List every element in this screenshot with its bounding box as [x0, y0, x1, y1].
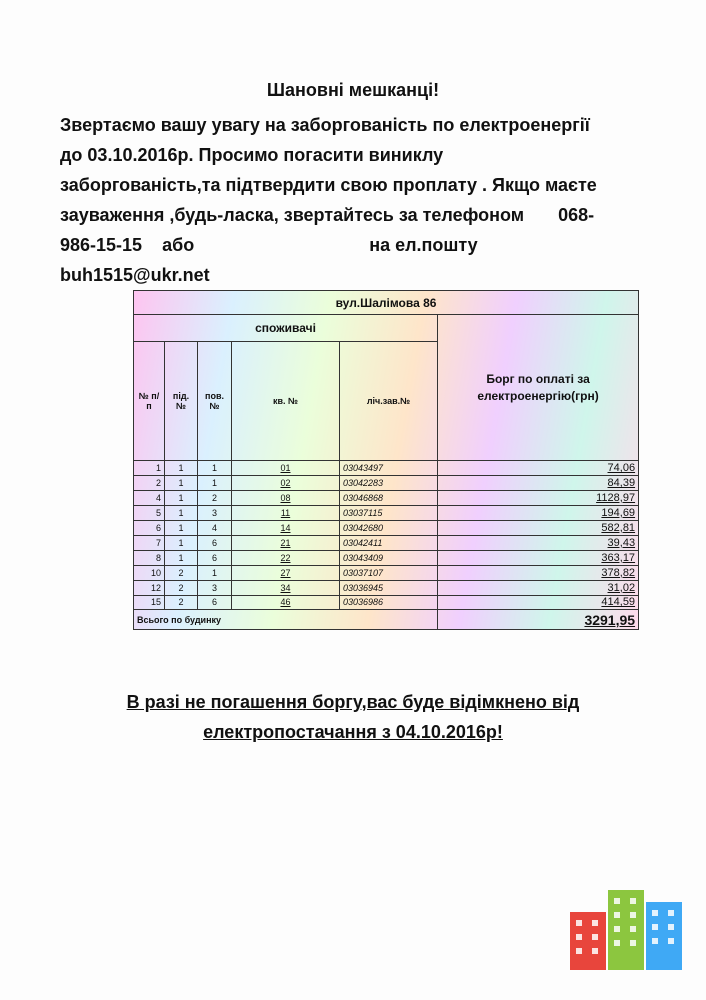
cell-entrance: 2 [165, 565, 198, 580]
cell-apartment: 01 [232, 461, 340, 476]
cell-apartment: 11 [232, 505, 340, 520]
cell-floor: 4 [198, 520, 232, 535]
notice-line-2: до 03.10.2016р. Просимо погасити виниклу [60, 145, 444, 165]
notice-email[interactable]: buh1515@ukr.net [60, 265, 210, 285]
cell-debt: 39,43 [438, 535, 639, 550]
cell-debt: 31,02 [438, 580, 639, 595]
notice-phone: 986-15-15 [60, 235, 143, 255]
cell-entrance: 1 [165, 476, 198, 491]
cell-debt: 1128,97 [438, 490, 639, 505]
cell-apartment: 34 [232, 580, 340, 595]
notice-line-4b: 068- [558, 205, 595, 225]
cell-num: 4 [134, 490, 165, 505]
cell-meter: 03036945 [340, 580, 438, 595]
cell-floor: 1 [198, 476, 232, 491]
cell-entrance: 1 [165, 550, 198, 565]
cell-meter: 03043409 [340, 550, 438, 565]
cell-floor: 6 [198, 550, 232, 565]
cell-meter: 03042283 [340, 476, 438, 491]
cell-num: 5 [134, 505, 165, 520]
header-apartment: кв. № [232, 341, 340, 461]
table-row [134, 580, 639, 595]
cell-meter: 03043497 [340, 461, 438, 476]
cell-entrance: 1 [165, 461, 198, 476]
cell-floor: 6 [198, 595, 232, 610]
cell-floor: 3 [198, 580, 232, 595]
cell-num: 1 [134, 461, 165, 476]
cell-debt: 378,82 [438, 565, 639, 580]
cell-entrance: 1 [165, 505, 198, 520]
header-num: № п/п [134, 341, 165, 461]
cell-num: 8 [134, 550, 165, 565]
cell-debt: 84,39 [438, 476, 639, 491]
header-entrance: під. № [165, 341, 198, 461]
debt-table [133, 290, 639, 630]
header-meter: ліч.зав.№ [340, 341, 438, 461]
cell-apartment: 27 [232, 565, 340, 580]
notice-or: або [162, 235, 195, 255]
notice-line-3: заборгованість,та підтвердити свою проплату . Якщо маєте [60, 175, 597, 195]
table-row [134, 550, 639, 565]
table-row [134, 535, 639, 550]
table-row [134, 595, 639, 610]
cell-num: 12 [134, 580, 165, 595]
notice-line-4a: зауваження ,будь-ласка, звертайтесь за телефоном [60, 205, 525, 225]
cell-apartment: 02 [232, 476, 340, 491]
cell-meter: 03046868 [340, 490, 438, 505]
total-label: Всього по будинку [134, 610, 438, 630]
cell-meter: 03042680 [340, 520, 438, 535]
cell-meter: 03037107 [340, 565, 438, 580]
table-row [134, 490, 639, 505]
notice-line-1: Звертаємо вашу увагу на заборгованість по електроенергії [60, 115, 590, 135]
cell-num: 7 [134, 535, 165, 550]
table-address: вул.Шалімова 86 [134, 291, 639, 315]
cell-entrance: 1 [165, 490, 198, 505]
warning-line-1: В разі не погашення боргу,вас буде відімкнено від [126, 692, 580, 712]
total-value: 3291,95 [438, 610, 639, 630]
table-row [134, 520, 639, 535]
cell-debt: 194,69 [438, 505, 639, 520]
notice-greeting: Шановні мешканці! [266, 80, 440, 100]
warning-text [0, 687, 706, 747]
cell-entrance: 2 [165, 580, 198, 595]
header-floor: пов. № [198, 341, 232, 461]
cell-apartment: 22 [232, 550, 340, 565]
notice-paragraph [60, 110, 680, 290]
cell-floor: 1 [198, 565, 232, 580]
table-row [134, 476, 639, 491]
cell-meter: 03037115 [340, 505, 438, 520]
cell-floor: 3 [198, 505, 232, 520]
notice-email-label: на ел.пошту [369, 235, 478, 255]
cell-num: 10 [134, 565, 165, 580]
cell-floor: 6 [198, 535, 232, 550]
warning-line-2: електропостачання з 04.10.2016р! [203, 722, 503, 742]
cell-debt: 74,06 [438, 461, 639, 476]
cell-meter: 03036986 [340, 595, 438, 610]
cell-apartment: 46 [232, 595, 340, 610]
cell-meter: 03042411 [340, 535, 438, 550]
cell-floor: 2 [198, 490, 232, 505]
debt-rows [134, 461, 639, 610]
cell-entrance: 1 [165, 535, 198, 550]
cell-num: 15 [134, 595, 165, 610]
cell-apartment: 14 [232, 520, 340, 535]
cell-entrance: 2 [165, 595, 198, 610]
building-logo [570, 890, 685, 970]
table-row [134, 461, 639, 476]
table-group-header: споживачі [134, 315, 438, 341]
cell-entrance: 1 [165, 520, 198, 535]
table-row [134, 565, 639, 580]
cell-apartment: 08 [232, 490, 340, 505]
cell-debt: 414,59 [438, 595, 639, 610]
cell-floor: 1 [198, 461, 232, 476]
cell-num: 2 [134, 476, 165, 491]
cell-apartment: 21 [232, 535, 340, 550]
cell-num: 6 [134, 520, 165, 535]
cell-debt: 582,81 [438, 520, 639, 535]
cell-debt: 363,17 [438, 550, 639, 565]
header-debt: Борг по оплаті за електроенергію(грн) [438, 315, 639, 461]
table-row [134, 505, 639, 520]
